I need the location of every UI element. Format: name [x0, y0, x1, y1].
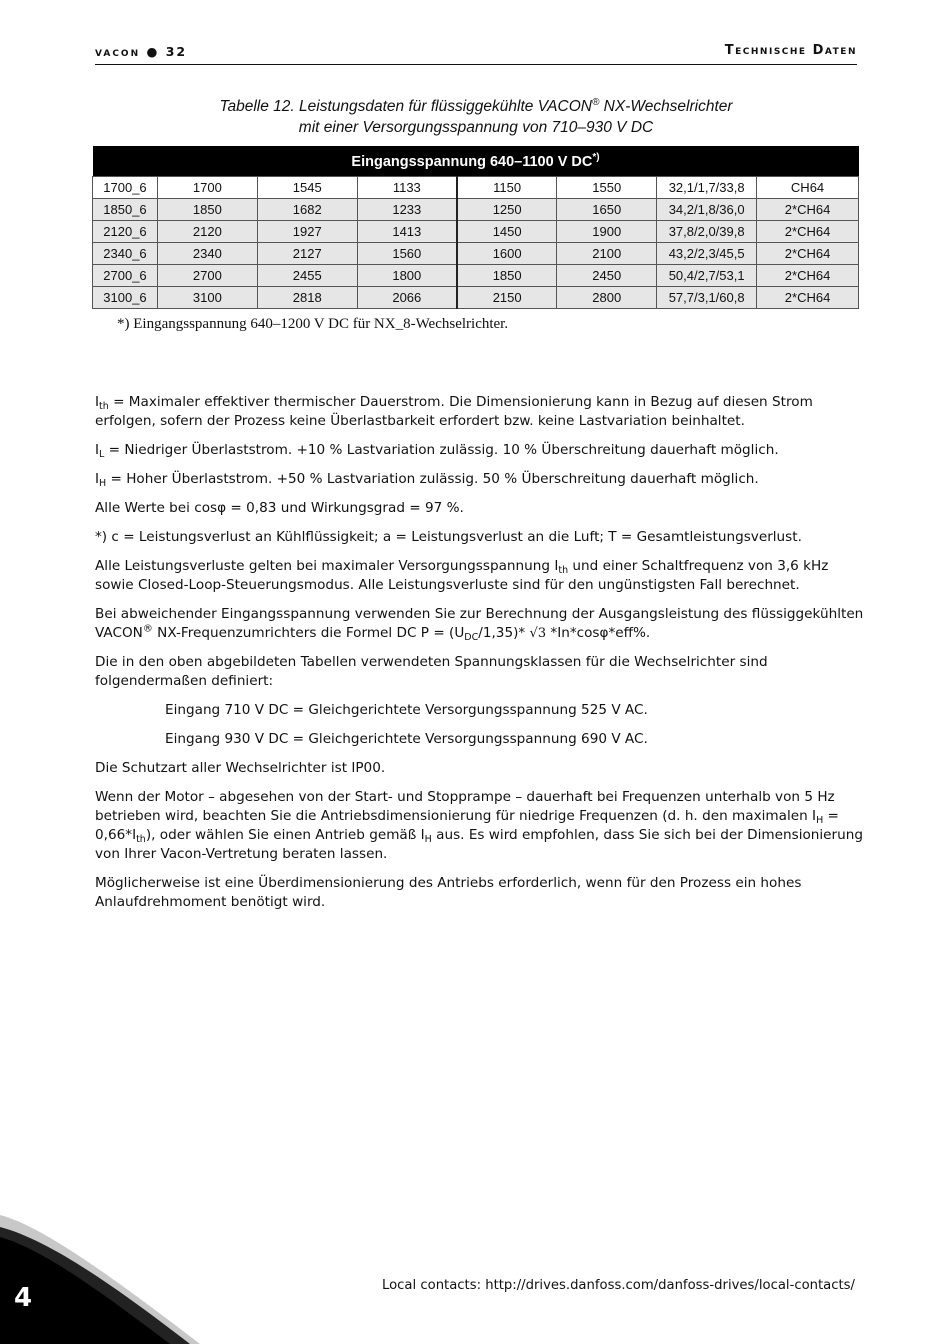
- text: = 0,66*I: [95, 808, 839, 843]
- paragraph-low-frequency: [95, 788, 865, 864]
- body-text: [95, 393, 865, 922]
- text: aus. Es wird empfohlen, dass Sie sich bei der Dimensionierung von Ihrer Vacon-Vertretung beraten lassen.: [95, 827, 863, 862]
- table-cell: 50,4/2,7/53,1: [657, 265, 757, 287]
- text: I: [95, 394, 100, 410]
- text: *In*cosφ*eff%.: [546, 625, 651, 641]
- paragraph-loss-legend: *) c = Leistungsverlust an Kühlflüssigkeit; a = Leistungsverlust an die Luft; T = Gesamtleistungsverlust.: [95, 529, 802, 545]
- text: und einer Schaltfrequenz von 3,6 kHz sowie Closed-Loop-Steuerungsmodus. Alle Leistungsverluste sind für den ungünstigsten Fall berechnet.: [95, 558, 829, 593]
- table-cell: 2800: [557, 287, 657, 309]
- text: Alle Leistungsverluste gelten bei maximaler Versorgungsspannung I: [95, 558, 559, 574]
- table-cell: 1927: [257, 221, 357, 243]
- sqrt-symbol: √3: [529, 626, 547, 641]
- table-cell: 1650: [557, 199, 657, 221]
- text: NX-Frequenzumrichters die Formel DC P = (U: [152, 625, 465, 641]
- table-cell: 2700_6: [93, 265, 158, 287]
- table-cell: 2066: [357, 287, 457, 309]
- table-row: [93, 243, 859, 265]
- subscript: H: [816, 815, 824, 826]
- table-caption: [95, 92, 857, 138]
- table-cell: 2340: [157, 243, 257, 265]
- table-footnote: *) Eingangsspannung 640–1200 V DC für NX_8-Wechselrichter.: [117, 316, 509, 332]
- table-cell: 1682: [257, 199, 357, 221]
- subscript: DC: [464, 632, 479, 643]
- paragraph-ith: [95, 393, 865, 431]
- table-cell: 1700: [157, 177, 257, 199]
- text: = Niedriger Überlaststrom. +10 % Lastvariation zulässig. 10 % Überschreitung dauerhaft möglich.: [104, 442, 779, 458]
- table-cell: CH64: [757, 177, 859, 199]
- table-cell: 1233: [357, 199, 457, 221]
- table-cell: 2127: [257, 243, 357, 265]
- paragraph-il: [95, 441, 865, 460]
- caption-line-1: [95, 92, 857, 117]
- table-cell: 32,1/1,7/33,8: [657, 177, 757, 199]
- table-cell: 2120: [157, 221, 257, 243]
- caption-text: Tabelle 12. Leistungsdaten für flüssiggekühlte VACON: [219, 98, 592, 116]
- registered-mark: ®: [591, 97, 600, 108]
- text: Bei abweichender Eingangsspannung verwenden Sie zur Berechnung der Ausgangsleistung des flüssiggekühlten VACON: [95, 606, 864, 641]
- paragraph-ip-rating: Die Schutzart aller Wechselrichter ist IP00.: [95, 760, 386, 776]
- page-header: [95, 42, 857, 65]
- table-row: [93, 177, 859, 199]
- header-section-title: Technische Daten: [724, 43, 857, 58]
- paragraph-losses: [95, 557, 865, 595]
- text: I: [95, 471, 100, 487]
- table-cell: 1850: [157, 199, 257, 221]
- table-row: [93, 221, 859, 243]
- table-cell: 1600: [457, 243, 557, 265]
- caption-line-2: mit einer Versorgungsspannung von 710–930 V DC: [298, 119, 654, 137]
- text: ), oder wählen Sie einen Antrieb gemäß I: [145, 827, 425, 843]
- table-heading-note-mark: *): [592, 152, 600, 164]
- table-row: [93, 265, 859, 287]
- table-cell: 2*CH64: [757, 287, 859, 309]
- subscript: th: [136, 834, 146, 845]
- header-brand-page: vacon ● 32: [95, 44, 188, 59]
- table-cell: 1450: [457, 221, 557, 243]
- subscript: L: [99, 449, 105, 460]
- subscript: th: [99, 401, 109, 412]
- table-cell: 1800: [357, 265, 457, 287]
- table-cell: 1560: [357, 243, 457, 265]
- paragraph-ih: [95, 470, 865, 489]
- table-cell: 2340_6: [93, 243, 158, 265]
- table-cell: 1850_6: [93, 199, 158, 221]
- table-cell: 1700_6: [93, 177, 158, 199]
- power-data-table: [92, 146, 859, 309]
- table-cell: 43,2/2,3/45,5: [657, 243, 757, 265]
- table-cell: 1150: [457, 177, 557, 199]
- table-cell: 34,2/1,8/36,0: [657, 199, 757, 221]
- table-cell: 2450: [557, 265, 657, 287]
- text: Wenn der Motor – abgesehen von der Start- und Stopprampe – dauerhaft bei Frequenzen unterhalb von 5 Hz betrieben wird, beachten Sie die Antriebsdimensionierung für niedrige Frequenzen (d. h. den maximalen I: [95, 789, 835, 824]
- table-cell: 1900: [557, 221, 657, 243]
- table-cell: 2100: [557, 243, 657, 265]
- table-cell: 2700: [157, 265, 257, 287]
- caption-text-suffix: NX-Wechselrichter: [599, 98, 733, 116]
- paragraph-input-930: Eingang 930 V DC = Gleichgerichtete Versorgungsspannung 690 V AC.: [165, 731, 648, 747]
- registered-mark: ®: [142, 623, 153, 635]
- table-row: [93, 287, 859, 309]
- text: = Hoher Überlaststrom. +50 % Lastvariation zulässig. 50 % Überschreitung dauerhaft möglich.: [106, 471, 759, 487]
- paragraph-formula: [95, 605, 865, 643]
- table-row: [93, 199, 859, 221]
- table-cell: 2*CH64: [757, 243, 859, 265]
- table-cell: 37,8/2,0/39,8: [657, 221, 757, 243]
- subscript: th: [558, 565, 569, 576]
- table-cell: 2455: [257, 265, 357, 287]
- corner-decoration: [0, 1215, 200, 1344]
- table-cell: 1850: [457, 265, 557, 287]
- table-cell: 2*CH64: [757, 265, 859, 287]
- table-cell: 3100: [157, 287, 257, 309]
- paragraph-cosphi: Alle Werte bei cosφ = 0,83 und Wirkungsgrad = 97 %.: [95, 500, 464, 516]
- table-cell: 3100_6: [93, 287, 158, 309]
- paragraph-voltage-classes: Die in den oben abgebildeten Tabellen verwendeten Spannungsklassen für die Wechselrichter sind folgendermaßen definiert:: [95, 654, 768, 689]
- table-cell: 1550: [557, 177, 657, 199]
- table-cell: 2120_6: [93, 221, 158, 243]
- table-heading-row: [93, 146, 859, 177]
- table-heading-text: Eingangsspannung 640–1100 V DC: [351, 153, 593, 170]
- table-cell: 1413: [357, 221, 457, 243]
- table-cell: 1250: [457, 199, 557, 221]
- subscript: H: [99, 478, 107, 489]
- subscript: H: [424, 834, 432, 845]
- paragraph-input-710: Eingang 710 V DC = Gleichgerichtete Versorgungsspannung 525 V AC.: [165, 702, 648, 718]
- table-cell: 2*CH64: [757, 199, 859, 221]
- table-cell: 1545: [257, 177, 357, 199]
- footer-contacts: Local contacts: http://drives.danfoss.com/danfoss-drives/local-contacts/: [382, 1278, 855, 1293]
- text: I: [95, 442, 100, 458]
- table-heading: [93, 146, 859, 177]
- table-cell: 57,7/3,1/60,8: [657, 287, 757, 309]
- table-cell: 2150: [457, 287, 557, 309]
- text: /1,35)*: [478, 625, 530, 641]
- text: = Maximaler effektiver thermischer Dauerstrom. Die Dimensionierung kann in Bezug auf diesen Strom erfolgen, sofern der Prozess keine Überlastbarkeit erfordert bzw. keine Lastvariation beinhaltet.: [95, 394, 813, 429]
- paragraph-overdimensioning: Möglicherweise ist eine Überdimensionierung des Antriebs erforderlich, wenn für den Prozess ein hohes Anlaufdrehmoment benötigt wird.: [95, 875, 802, 910]
- table-cell: 2818: [257, 287, 357, 309]
- page-number: 4: [14, 1283, 33, 1313]
- table-cell: 2*CH64: [757, 221, 859, 243]
- table-cell: 1133: [357, 177, 457, 199]
